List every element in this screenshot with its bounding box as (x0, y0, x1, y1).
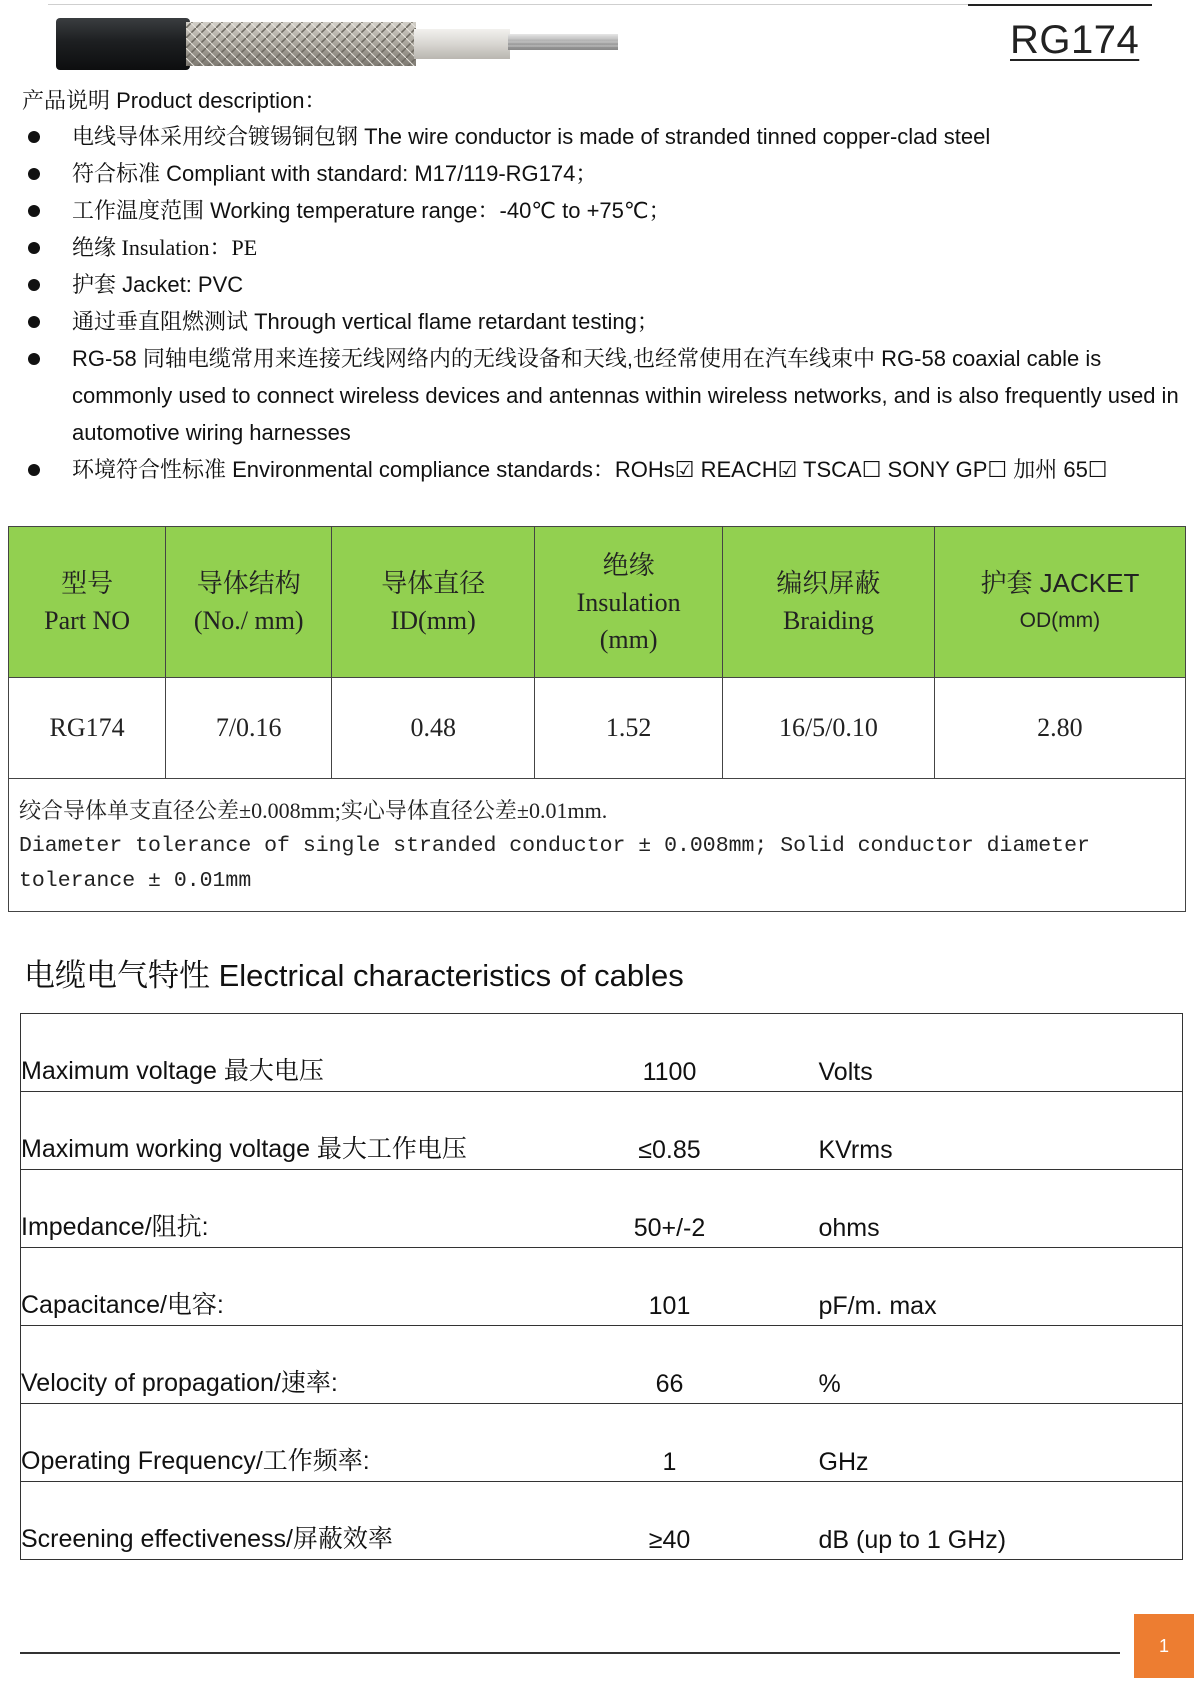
electrical-unit: pF/m. max (779, 1248, 1183, 1326)
header-line: 护套 JACKET (980, 568, 1140, 598)
cell-insulation: 1.52 (535, 678, 723, 779)
electrical-value: ≥40 (561, 1482, 779, 1560)
electrical-row (21, 1326, 1183, 1404)
cable-photo (56, 18, 626, 74)
electrical-unit: KVrms (779, 1092, 1183, 1170)
header-line: 导体直径 (381, 569, 486, 598)
header-line: Insulation (576, 587, 681, 617)
electrical-row (21, 1170, 1183, 1248)
electrical-unit: Volts (779, 1014, 1183, 1092)
electrical-title: 电缆电气特性 Electrical characteristics of cables (24, 958, 684, 993)
electrical-label: Maximum voltage 最大电压 (21, 1014, 561, 1092)
description-bullet: 电线导体采用绞合镀锡铜包钢 The wire conductor is made of stranded tinned copper-clad steel (22, 118, 1192, 155)
electrical-label: Impedance/阻抗: (21, 1170, 561, 1248)
tolerance-note (9, 779, 1186, 912)
spec-data-row (9, 678, 1186, 779)
header-conductor-structure (166, 527, 332, 678)
cell-jacket-od: 2.80 (934, 678, 1185, 779)
cell-conductor-diameter: 0.48 (332, 678, 535, 779)
electrical-unit: dB (up to 1 GHz) (779, 1482, 1183, 1560)
header-conductor-diameter (332, 527, 535, 678)
electrical-row (21, 1404, 1183, 1482)
electrical-value: 1 (561, 1404, 779, 1482)
electrical-row (21, 1248, 1183, 1326)
cell-conductor-structure: 7/0.16 (166, 678, 332, 779)
electrical-label: Capacitance/电容: (21, 1248, 561, 1326)
electrical-table (20, 1013, 1183, 1560)
cell-part-no: RG174 (9, 678, 166, 779)
header-line: ID(mm) (390, 606, 476, 635)
electrical-unit: ohms (779, 1170, 1183, 1248)
tolerance-note-cn: 绞合导体单支直径公差±0.008mm;实心导体直径公差±0.01mm. (19, 797, 608, 823)
footer-rule (20, 1652, 1120, 1654)
model-title: RG174 (1010, 18, 1140, 62)
spec-header-row (9, 527, 1186, 678)
electrical-label: Operating Frequency/工作频率: (21, 1404, 561, 1482)
electrical-row (21, 1092, 1183, 1170)
header-braiding (723, 527, 935, 678)
description-bullet: 工作温度范围 Working temperature range：-40℃ to +75℃； (22, 192, 1192, 229)
description-bullet: 环境符合性标准 Environmental compliance standards：ROHs☑ REACH☑ TSCA☐ SONY GP☐ 加州 65☐ (22, 451, 1192, 488)
electrical-unit: % (779, 1326, 1183, 1404)
description-bullet: 符合标准 Compliant with standard: M17/119-RG174； (22, 155, 1192, 192)
electrical-label: Velocity of propagation/速率: (21, 1326, 561, 1404)
electrical-unit: GHz (779, 1404, 1183, 1482)
page-number-badge: 1 (1134, 1614, 1194, 1678)
electrical-value: 66 (561, 1326, 779, 1404)
top-rule (48, 4, 968, 5)
top-rule-accent (968, 4, 1152, 6)
electrical-label: Screening effectiveness/屏蔽效率 (21, 1482, 561, 1560)
header-line: Part NO (44, 606, 131, 635)
header-line: (mm) (599, 624, 658, 654)
header-line: OD(mm) (1019, 609, 1101, 632)
electrical-label: Maximum working voltage 最大工作电压 (21, 1092, 561, 1170)
spec-table (8, 526, 1186, 912)
header-line: 型号 (61, 569, 114, 598)
electrical-value: 50+/-2 (561, 1170, 779, 1248)
header-jacket (934, 527, 1185, 678)
description-bullet: 护套 Jacket: PVC (22, 266, 1192, 303)
electrical-value: ≤0.85 (561, 1092, 779, 1170)
description-bullet: RG-58 同轴电缆常用来连接无线网络内的无线设备和天线,也经常使用在汽车线束中 RG-58 coaxial cable is commonly used to connect wireless devices and antennas within wireless networks, and is also frequently used in automotive wiring harnesses (22, 340, 1192, 451)
cell-braiding: 16/5/0.10 (723, 678, 935, 779)
spec-note-row (9, 779, 1186, 912)
electrical-value: 1100 (561, 1014, 779, 1092)
header-line: (No./ mm) (193, 606, 304, 635)
description-heading: 产品说明 Product description： (22, 88, 327, 113)
header-line: Braiding (782, 606, 874, 635)
header-part-no (9, 527, 166, 678)
electrical-value: 101 (561, 1248, 779, 1326)
header-line: 编织屏蔽 (776, 569, 881, 598)
description-list (22, 118, 1192, 488)
tolerance-note-en: Diameter tolerance of single stranded conductor ± 0.008mm; Solid conductor diameter tolerance ± 0.01mm (19, 833, 1090, 893)
electrical-row (21, 1014, 1183, 1092)
electrical-row (21, 1482, 1183, 1560)
description-bullet: 绝缘 Insulation：PE (22, 229, 1192, 266)
description-bullet: 通过垂直阻燃测试 Through vertical flame retardant testing； (22, 303, 1192, 340)
header-insulation (535, 527, 723, 678)
header-line: 绝缘 (602, 550, 655, 580)
header-line: 导体结构 (196, 569, 301, 598)
